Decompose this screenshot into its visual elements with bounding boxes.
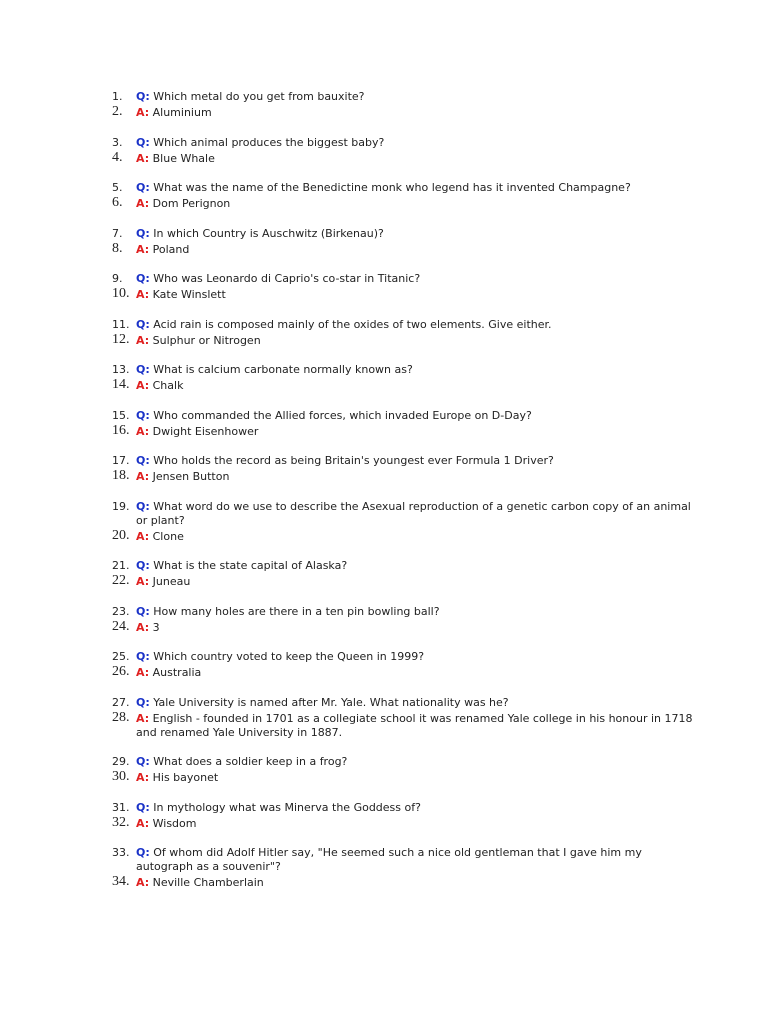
question-line [100, 650, 700, 664]
answer-line [100, 771, 700, 785]
question-line [100, 605, 700, 619]
answer-tag: A: [136, 197, 150, 210]
question-number: 29. [112, 755, 130, 768]
qa-item [100, 650, 700, 680]
question-number: 17. [112, 454, 130, 467]
question-tag: Q: [136, 90, 150, 103]
answer-line [100, 149, 700, 166]
qa-item [100, 696, 700, 740]
qa-item [100, 136, 700, 166]
question-line [100, 500, 700, 528]
answer-number: 18. [112, 468, 130, 483]
answer-tag: A: [136, 379, 150, 392]
question-text: What was the name of the Benedictine monk who legend has it invented Champagne? [153, 181, 631, 194]
question-number: 19. [112, 499, 130, 513]
answer-tag: A: [136, 470, 150, 483]
answer-tag: A: [136, 771, 150, 784]
qa-item [100, 454, 700, 484]
question-number: 31. [112, 800, 130, 814]
answer-text: Jensen Button [152, 470, 230, 483]
qa-list [100, 90, 700, 906]
answer-number: 32. [112, 814, 130, 830]
question-tag: Q: [136, 559, 150, 572]
qa-item [100, 90, 700, 120]
question-text: Which country voted to keep the Queen in 1999? [153, 650, 425, 663]
answer-line [100, 331, 700, 348]
answer-text: Dom Perignon [152, 197, 231, 210]
answer-line [100, 240, 700, 257]
question-number: 9. [112, 272, 123, 285]
question-number: 23. [112, 604, 130, 618]
answer-text: Australia [152, 666, 202, 679]
question-number: 25. [112, 650, 130, 663]
answer-text: English - founded in 1701 as a collegiate school it was renamed Yale college in his honour in 1718 and renamed Yale University in 1887. [136, 711, 693, 739]
question-tag: Q: [136, 695, 150, 709]
question-line [100, 696, 700, 710]
answer-number: 22. [112, 573, 130, 588]
question-number: 27. [112, 695, 130, 709]
answer-number: 12. [112, 331, 130, 347]
answer-text: Wisdom [152, 816, 197, 830]
question-text: Yale University is named after Mr. Yale. What nationality was he? [153, 695, 509, 709]
answer-number: 10. [112, 286, 130, 301]
answer-tag: A: [136, 816, 150, 830]
answer-number: 16. [112, 422, 130, 438]
question-text: Acid rain is composed mainly of the oxides of two elements. Give either. [153, 317, 552, 331]
qa-item [100, 801, 700, 831]
question-line [100, 363, 700, 377]
question-text: Who holds the record as being Britain's youngest ever Formula 1 Driver? [153, 454, 554, 467]
question-text: What word do we use to describe the Asexual reproduction of a genetic carbon copy of an animal or plant? [136, 499, 691, 527]
question-number: 33. [112, 846, 130, 859]
question-number: 3. [112, 135, 123, 149]
answer-text: Neville Chamberlain [152, 876, 264, 889]
answer-text: Juneau [152, 575, 191, 588]
answer-text: 3 [152, 620, 160, 634]
qa-item [100, 605, 700, 635]
answer-tag: A: [136, 242, 150, 256]
question-line [100, 136, 700, 150]
question-line [100, 559, 700, 573]
question-text: In mythology what was Minerva the Goddess of? [153, 800, 421, 814]
answer-tag: A: [136, 529, 150, 543]
question-tag: Q: [136, 499, 150, 513]
answer-line [100, 197, 700, 211]
answer-line [100, 527, 700, 544]
answer-line [100, 876, 700, 890]
question-text: Who was Leonardo di Caprio's co-star in Titanic? [153, 272, 421, 285]
question-number: 5. [112, 181, 123, 194]
answer-line [100, 575, 700, 589]
answer-number: 4. [112, 149, 123, 165]
question-tag: Q: [136, 604, 150, 618]
answer-tag: A: [136, 151, 150, 165]
answer-text: Sulphur or Nitrogen [152, 333, 261, 347]
question-tag: Q: [136, 800, 150, 814]
answer-line [100, 470, 700, 484]
qa-item [100, 409, 700, 439]
qa-item [100, 755, 700, 785]
question-number: 21. [112, 559, 130, 572]
answer-tag: A: [136, 333, 150, 347]
qa-item [100, 363, 700, 393]
answer-number: 6. [112, 195, 123, 210]
qa-item [100, 500, 700, 544]
question-tag: Q: [136, 135, 150, 149]
answer-line [100, 288, 700, 302]
answer-text: Aluminium [152, 106, 212, 119]
question-text: How many holes are there in a ten pin bowling ball? [153, 604, 440, 618]
question-line [100, 227, 700, 241]
answer-line [100, 709, 700, 740]
question-line [100, 272, 700, 286]
answer-number: 30. [112, 769, 130, 784]
answer-number: 26. [112, 664, 130, 679]
question-number: 11. [112, 317, 130, 331]
question-number: 15. [112, 408, 130, 422]
answer-tag: A: [136, 106, 150, 119]
question-line [100, 318, 700, 332]
answer-tag: A: [136, 711, 150, 725]
answer-line [100, 618, 700, 635]
answer-number: 20. [112, 527, 130, 543]
question-tag: Q: [136, 317, 150, 331]
question-line [100, 755, 700, 769]
answer-line [100, 666, 700, 680]
answer-text: Poland [152, 242, 190, 256]
question-line [100, 90, 700, 104]
answer-tag: A: [136, 666, 150, 679]
question-line [100, 846, 700, 874]
question-tag: Q: [136, 181, 150, 194]
question-text: What is the state capital of Alaska? [153, 559, 348, 572]
question-text: In which Country is Auschwitz (Birkenau)? [153, 226, 384, 240]
question-tag: Q: [136, 363, 150, 376]
answer-line [100, 422, 700, 439]
answer-number: 28. [112, 709, 130, 725]
question-tag: Q: [136, 226, 150, 240]
question-number: 7. [112, 226, 123, 240]
answer-number: 24. [112, 618, 130, 634]
answer-text: Blue Whale [152, 151, 215, 165]
answer-tag: A: [136, 288, 150, 301]
qa-item [100, 181, 700, 211]
answer-text: Clone [152, 529, 184, 543]
answer-text: Chalk [152, 379, 184, 392]
answer-number: 34. [112, 874, 130, 889]
question-text: Which metal do you get from bauxite? [153, 90, 365, 103]
qa-item [100, 318, 700, 348]
question-text: Which animal produces the biggest baby? [153, 135, 385, 149]
answer-tag: A: [136, 575, 150, 588]
question-tag: Q: [136, 454, 150, 467]
question-number: 13. [112, 363, 130, 376]
question-tag: Q: [136, 755, 150, 768]
question-line [100, 409, 700, 423]
question-text: Who commanded the Allied forces, which invaded Europe on D-Day? [153, 408, 532, 422]
question-tag: Q: [136, 408, 150, 422]
answer-number: 8. [112, 240, 123, 256]
answer-tag: A: [136, 876, 150, 889]
answer-text: His bayonet [152, 771, 219, 784]
answer-number: 2. [112, 104, 123, 119]
qa-item [100, 559, 700, 589]
question-text: What does a soldier keep in a frog? [153, 755, 348, 768]
question-text: Of whom did Adolf Hitler say, "He seemed such a nice old gentleman that I gave him my autograph as a souvenir"? [136, 846, 642, 873]
answer-text: Dwight Eisenhower [152, 424, 259, 438]
answer-tag: A: [136, 424, 150, 438]
answer-line [100, 814, 700, 831]
answer-text: Kate Winslett [152, 288, 226, 301]
qa-item [100, 846, 700, 890]
answer-tag: A: [136, 620, 150, 634]
question-tag: Q: [136, 272, 150, 285]
question-tag: Q: [136, 846, 150, 859]
answer-line [100, 106, 700, 120]
question-number: 1. [112, 90, 123, 103]
question-line [100, 181, 700, 195]
qa-item [100, 227, 700, 257]
answer-line [100, 379, 700, 393]
question-tag: Q: [136, 650, 150, 663]
answer-number: 14. [112, 377, 130, 392]
question-line [100, 454, 700, 468]
question-text: What is calcium carbonate normally known as? [153, 363, 413, 376]
question-line [100, 801, 700, 815]
qa-item [100, 272, 700, 302]
